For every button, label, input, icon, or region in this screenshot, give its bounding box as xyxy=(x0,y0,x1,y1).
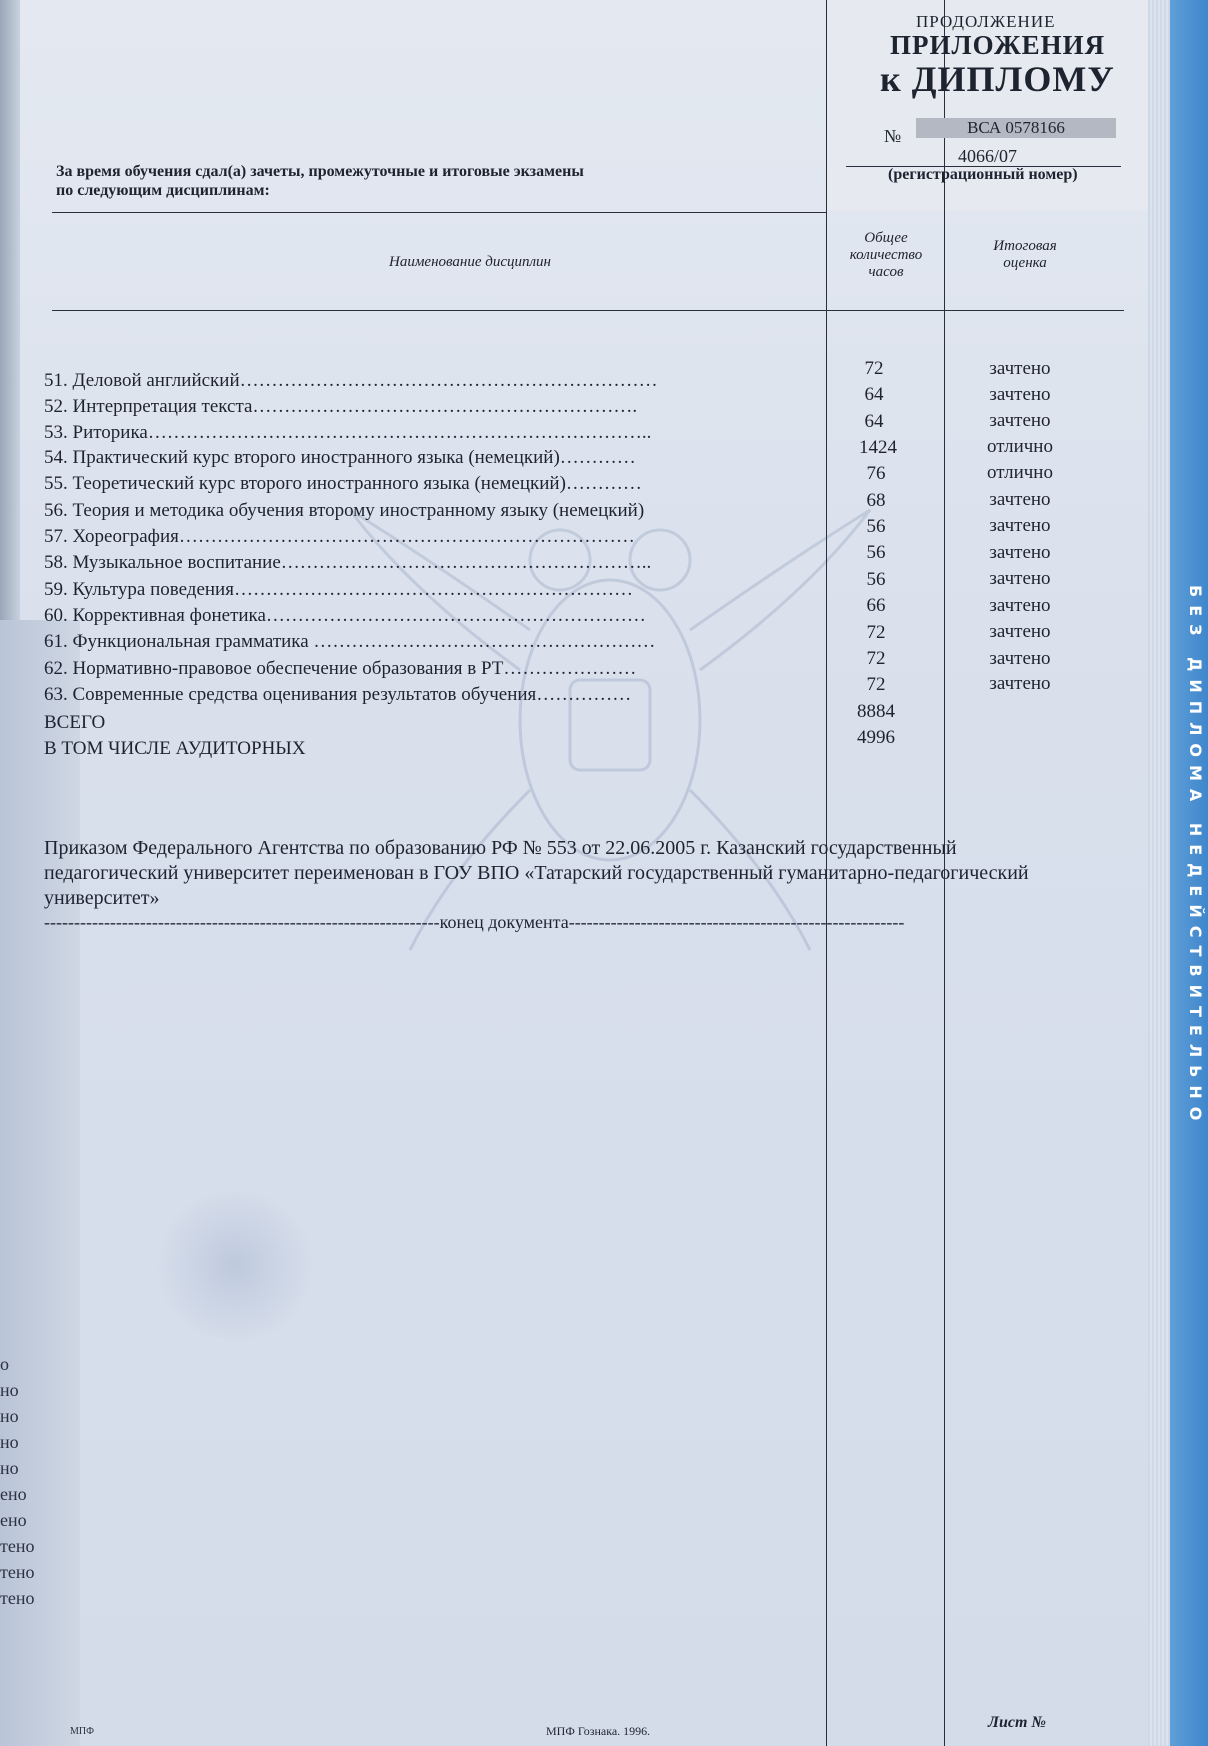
discipline-grade: отлично xyxy=(987,462,1053,483)
seal-ghost xyxy=(150,1190,320,1340)
discipline-name: 61. Функциональная грамматика ……………………………………………… xyxy=(44,631,656,652)
discipline-grade: зачтено xyxy=(989,673,1051,694)
column-header-hours: Общее количество часов xyxy=(849,230,923,280)
sheet-number-label: Лист № xyxy=(988,1714,1047,1731)
discipline-hours: 72 xyxy=(866,674,886,695)
discipline-hours: 56 xyxy=(866,516,886,537)
total-hours: 8884 xyxy=(857,701,895,722)
table-header-rule xyxy=(52,310,1124,311)
discipline-hours: 66 xyxy=(866,595,886,616)
discipline-hours: 72 xyxy=(866,622,886,643)
discipline-hours: 72 xyxy=(866,648,886,669)
left-page-word: но xyxy=(0,1406,19,1426)
registration-number: 4066/07 xyxy=(958,146,1018,166)
discipline-name: 59. Культура поведения……………………………………………………… xyxy=(44,579,633,600)
discipline-grade: зачтено xyxy=(989,384,1051,405)
discipline-hours: 64 xyxy=(864,411,884,432)
discipline-grade: зачтено xyxy=(989,489,1051,510)
discipline-name: 58. Музыкальное воспитание………………………………………………….. xyxy=(44,552,652,573)
previous-page-edge xyxy=(0,620,95,1746)
discipline-grade: зачтено xyxy=(989,568,1051,589)
discipline-name: 51. Деловой английский………………………………………………………… xyxy=(44,370,658,391)
side-warning-text: БЕЗ ДИПЛОМА НЕДЕЙСТВИТЕЛЬНО xyxy=(1186,585,1205,1129)
left-page-word: но xyxy=(0,1458,19,1478)
intro-text xyxy=(56,162,584,200)
discipline-hours: 68 xyxy=(866,490,886,511)
discipline-name: 56. Теория и методика обучения второму иностранному языку (немецкий) xyxy=(44,500,645,521)
discipline-grade: зачтено xyxy=(989,515,1051,536)
intro-line-1: За время обучения сдал(а) зачеты, промежуточные и итоговые экзамены xyxy=(56,163,584,180)
discipline-hours: 72 xyxy=(864,358,884,379)
discipline-grade: зачтено xyxy=(989,410,1051,431)
column-header-grade: Итоговая оценка xyxy=(993,238,1057,271)
discipline-grade: отлично xyxy=(987,436,1053,457)
title-to-diploma: к ДИПЛОМУ xyxy=(880,59,1115,99)
left-page-word: тено xyxy=(0,1588,35,1608)
discipline-grade: зачтено xyxy=(989,648,1051,669)
discipline-name: 63. Современные средства оценивания результатов обучения…………… xyxy=(44,684,632,705)
discipline-grade: зачтено xyxy=(989,542,1051,563)
printer-imprint: МПФ Гознака. 1996. xyxy=(546,1724,651,1738)
side-band xyxy=(1170,0,1208,1746)
left-page-word: о xyxy=(0,1354,9,1374)
discipline-name: 55. Теоретический курс второго иностранного языка (немецкий)………… xyxy=(44,473,642,494)
title-supplement: ПРИЛОЖЕНИЯ xyxy=(890,30,1106,60)
discipline-hours: 64 xyxy=(864,384,884,405)
left-page-word: тено xyxy=(0,1562,35,1582)
total-label: ВСЕГО xyxy=(44,712,106,733)
discipline-name: 53. Риторика…………………………………………………………………….. xyxy=(44,422,652,443)
left-page-footer: МПФ xyxy=(70,1726,95,1737)
discipline-grade: зачтено xyxy=(989,621,1051,642)
left-page-word: ено xyxy=(0,1484,27,1504)
discipline-name: 62. Нормативно-правовое обеспечение образования в РТ………………… xyxy=(44,658,637,679)
auditorium-hours: 4996 xyxy=(857,727,895,748)
discipline-name: 52. Интерпретация текста……………………………………………………. xyxy=(44,396,638,417)
auditorium-label: В ТОМ ЧИСЛЕ АУДИТОРНЫХ xyxy=(44,738,306,759)
title-continuation: ПРОДОЛЖЕНИЕ xyxy=(916,12,1056,31)
discipline-name: 60. Коррективная фонетика…………………………………………………… xyxy=(44,605,646,626)
left-page-word: но xyxy=(0,1432,19,1452)
left-page-word: тено xyxy=(0,1536,35,1556)
registration-label: (регистрационный номер) xyxy=(888,166,1078,183)
discipline-hours: 56 xyxy=(866,569,886,590)
discipline-grade: зачтено xyxy=(989,358,1051,379)
discipline-name: 57. Хореография……………………………………………………………… xyxy=(44,526,635,547)
left-page-word: но xyxy=(0,1380,19,1400)
diploma-series-number: ВСА 0578166 xyxy=(916,118,1116,138)
rename-note: Приказом Федерального Агентства по образованию РФ № 553 от 22.06.2005 г. Казанский государственный педагогический университет переименован в ГОУ ВПО «Татарский государственный гуманитарно-педагогический университет» xyxy=(44,837,1029,909)
discipline-hours: 56 xyxy=(866,542,886,563)
column-header-name: Наименование дисциплин xyxy=(389,254,551,270)
table-top-rule xyxy=(52,212,826,213)
discipline-hours: 76 xyxy=(866,463,886,484)
intro-line-2: по следующим дисциплинам: xyxy=(56,182,270,199)
left-page-word: ено xyxy=(0,1510,27,1530)
discipline-name: 54. Практический курс второго иностранного языка (немецкий)………… xyxy=(44,447,636,468)
discipline-hours: 1424 xyxy=(859,437,897,458)
end-of-document-line: ------------------------------------------------------------------конец документа-------------------------------------------------------- xyxy=(44,912,905,932)
discipline-grade: зачтено xyxy=(989,595,1051,616)
number-sign: № xyxy=(884,126,902,146)
security-strip xyxy=(1148,0,1170,1746)
